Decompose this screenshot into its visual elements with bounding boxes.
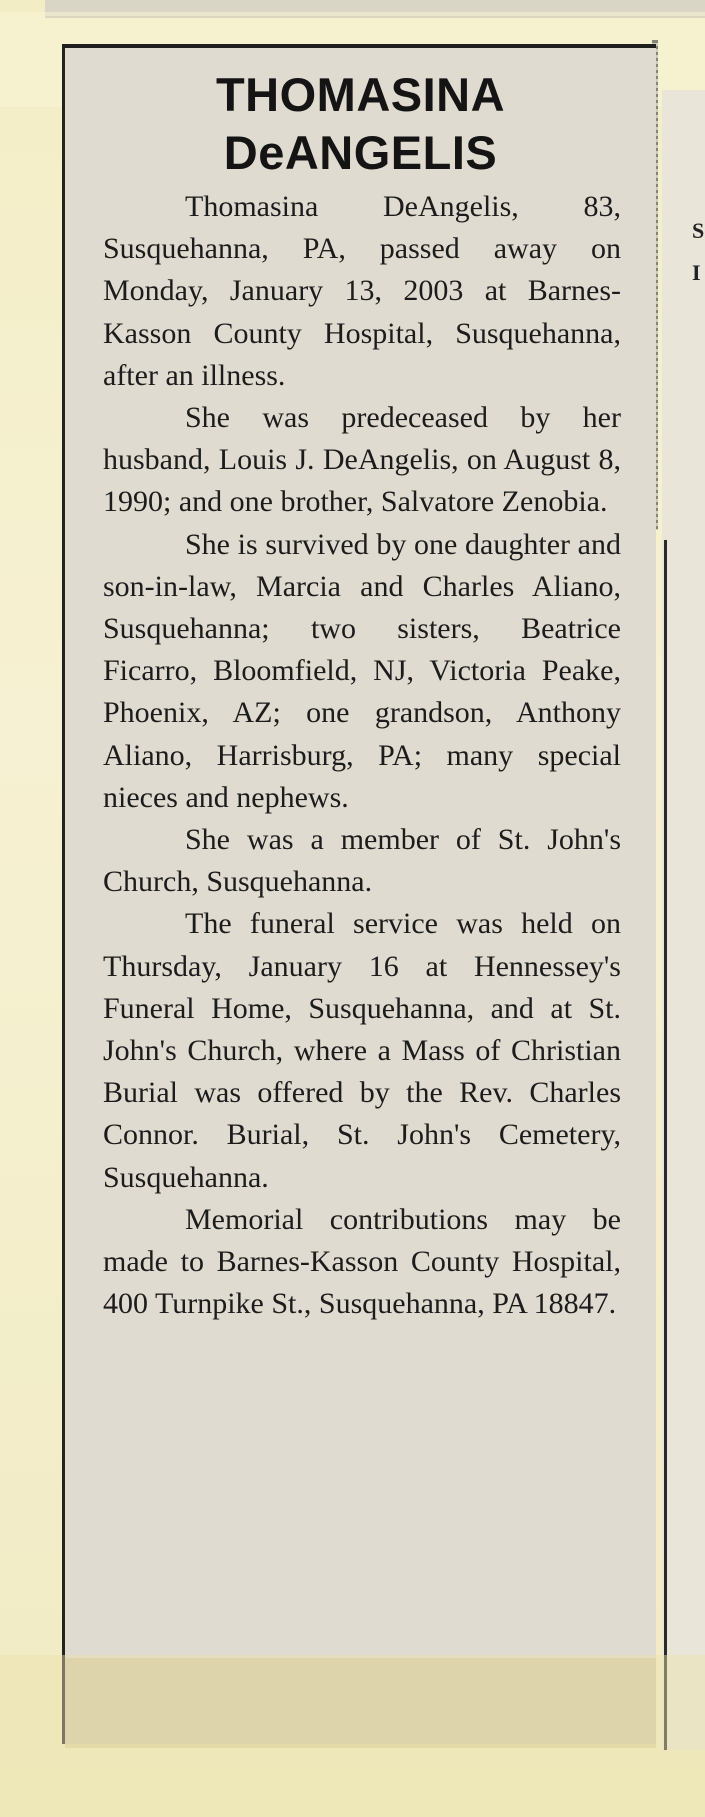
paragraph-church: She was a member of St. John's Church, Susquehanna. <box>103 823 621 899</box>
neighbor-clipping-border <box>664 540 667 1750</box>
neighbor-fragment-2: I <box>692 260 701 285</box>
tape-bottom <box>0 1655 705 1817</box>
neighbor-fragment-1: S <box>692 218 705 243</box>
obituary-body <box>103 186 621 1325</box>
headline-line-2: DeANGELIS <box>223 126 498 179</box>
paragraph-predeceased: She was predeceased by her husband, Louis J. DeAngelis, on August 8, 1990; and one brother, Salvatore Zenobia. <box>103 401 621 519</box>
obituary-headline <box>65 66 656 182</box>
paragraph-survivors: She is survived by one daughter and son-in-law, Marcia and Charles Aliano, Susquehanna; two sisters, Beatrice Ficarro, Bloomfield, NJ, Victoria Peake, Phoenix, AZ; one grandson, Anthony Aliano, Harrisburg, PA; many special nieces and nephews. <box>103 527 621 814</box>
neighbor-clipping <box>662 90 705 1750</box>
headline-line-1: THOMASINA <box>215 68 506 121</box>
paragraph-funeral: The funeral service was held on Thursday, January 16 at Hennessey's Funeral Home, Susquehanna, and at St. John's Church, where a Mass of Christian Burial was offered by the Rev. Charles Connor. Burial, St. John's Cemetery, Susquehanna. <box>103 907 621 1194</box>
obituary-clipping <box>62 44 656 1744</box>
paragraph-death-notice: Thomasina DeAngelis, 83, Susquehanna, PA, passed away on Monday, January 13, 2003 at Barnes-Kasson County Hospital, Susquehanna, after an illness. <box>103 190 621 392</box>
paragraph-memorial: Memorial contributions may be made to Barnes-Kasson County Hospital, 400 Turnpike St., Susquehanna, PA 18847. <box>103 1202 621 1321</box>
